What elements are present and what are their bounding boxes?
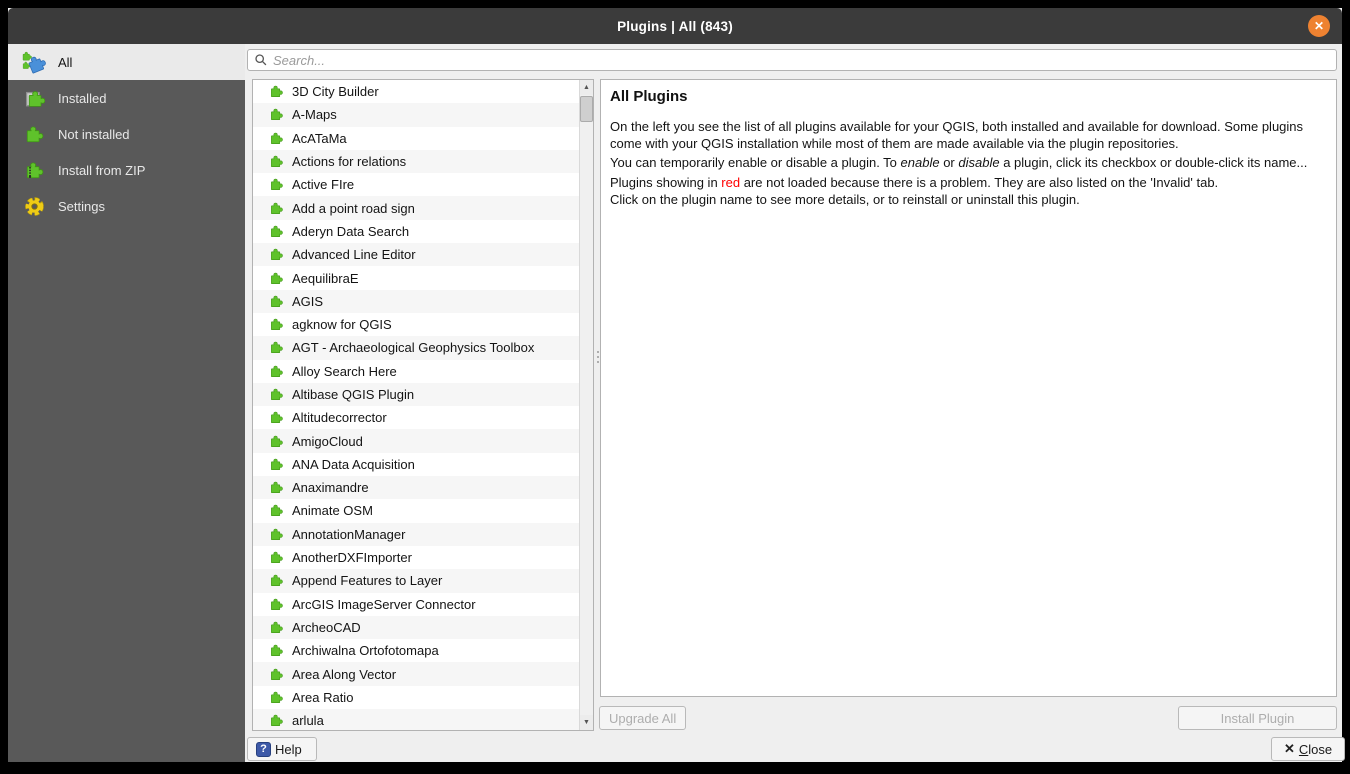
plugin-puzzle-icon — [269, 620, 284, 635]
list-item[interactable] — [253, 523, 579, 546]
plugin-puzzle-icon — [269, 294, 284, 309]
plugin-name: agknow for QGIS — [292, 317, 392, 333]
plugin-puzzle-icon — [269, 480, 284, 495]
plugin-puzzle-icon — [269, 713, 284, 728]
all-plugins-puzzle-icon — [21, 49, 47, 76]
plugin-puzzle-icon — [269, 667, 284, 682]
list-item[interactable] — [253, 313, 579, 336]
list-item[interactable] — [253, 290, 579, 313]
search-input[interactable] — [273, 53, 1330, 68]
plugin-name: AcATaMa — [292, 130, 347, 146]
plugin-puzzle-icon — [269, 107, 284, 122]
plugin-puzzle-icon — [269, 340, 284, 355]
plugin-name: Alloy Search Here — [292, 363, 397, 379]
scroll-up-icon[interactable]: ▲ — [580, 80, 593, 95]
sidebar-item-all[interactable] — [8, 44, 245, 80]
plugin-name: AnotherDXFImporter — [292, 550, 412, 566]
list-item[interactable] — [253, 546, 579, 569]
list-item[interactable] — [253, 639, 579, 662]
plugin-name: Area Ratio — [292, 689, 354, 705]
plugin-puzzle-icon — [269, 597, 284, 612]
scroll-down-icon[interactable]: ▼ — [580, 715, 593, 730]
sidebar-item-not-installed[interactable] — [8, 116, 245, 152]
plugin-puzzle-icon — [269, 527, 284, 542]
sidebar-item-label: Not installed — [58, 126, 130, 142]
plugin-name: Append Features to Layer — [292, 573, 443, 589]
list-item[interactable] — [253, 127, 579, 150]
list-item[interactable] — [253, 383, 579, 406]
list-item[interactable] — [253, 406, 579, 429]
plugin-name: 3D City Builder — [292, 84, 379, 100]
plugin-puzzle-icon — [269, 410, 284, 425]
plugin-puzzle-icon — [269, 131, 284, 146]
list-item[interactable] — [253, 150, 579, 173]
plugin-puzzle-icon — [269, 364, 284, 379]
plugin-name: AnnotationManager — [292, 526, 406, 542]
list-item[interactable] — [253, 709, 579, 731]
list-item[interactable] — [253, 266, 579, 289]
plugin-puzzle-icon — [269, 84, 284, 99]
red-highlight-word: red — [721, 174, 741, 190]
search-icon — [254, 53, 268, 67]
detail-paragraph-1: On the left you see the list of all plugins available for your QGIS, both installed and available for download. Some plugins come with your QGIS installation while most of them are made available via the plugin repositories. — [610, 119, 1304, 152]
plugin-name: ArcheoCAD — [292, 619, 361, 635]
list-item[interactable] — [253, 686, 579, 709]
detail-heading: All Plugins — [610, 88, 688, 105]
plugin-puzzle-icon — [269, 247, 284, 262]
plugin-name: ArcGIS ImageServer Connector — [292, 596, 476, 612]
plugin-list — [253, 80, 579, 730]
help-button[interactable]: ? Help — [247, 737, 317, 761]
list-item[interactable] — [253, 336, 579, 359]
plugin-name: AGIS — [292, 293, 324, 309]
list-item[interactable] — [253, 616, 579, 639]
plugin-puzzle-icon — [269, 690, 284, 705]
list-item[interactable] — [253, 476, 579, 499]
window-close-icon[interactable]: ✕ — [1308, 15, 1330, 37]
plugin-name: Aderyn Data Search — [292, 223, 410, 239]
titlebar — [8, 8, 1342, 44]
list-scrollbar[interactable] — [579, 80, 593, 730]
detail-paragraph-3: Plugins showing in red are not loaded because there is a problem. They are also listed on the 'Invalid' tab. — [610, 174, 1219, 190]
settings-gear-icon — [21, 195, 47, 218]
install-plugin-button[interactable]: Install Plugin — [1178, 706, 1337, 730]
plugins-dialog — [8, 8, 1342, 762]
sidebar-item-label: All — [58, 54, 73, 70]
not-installed-puzzle-icon — [21, 124, 47, 145]
plugin-list-panel — [252, 79, 594, 731]
plugin-puzzle-icon — [269, 550, 284, 565]
sidebar — [8, 44, 245, 762]
detail-paragraph-2: You can temporarily enable or disable a plugin. To enable or disable a plugin, click its checkbox or double-click its name... — [610, 155, 1308, 171]
search-box — [247, 49, 1337, 71]
plugin-name: ANA Data Acquisition — [292, 456, 415, 472]
plugin-name: Active FIre — [292, 177, 355, 193]
plugin-puzzle-icon — [269, 224, 284, 239]
plugin-detail-panel — [600, 79, 1337, 697]
list-item[interactable] — [253, 499, 579, 522]
sidebar-item-install-from-zip[interactable] — [8, 152, 245, 188]
plugin-puzzle-icon — [269, 434, 284, 449]
sidebar-item-label: Installed — [58, 90, 107, 106]
plugin-name: Altitudecorrector — [292, 410, 387, 426]
plugin-name: Altibase QGIS Plugin — [292, 387, 415, 402]
plugin-puzzle-icon — [269, 387, 284, 402]
window-title: Plugins | All (843) — [617, 18, 733, 34]
plugin-name: arlula — [292, 713, 324, 729]
close-x-icon: ✕ — [1284, 741, 1295, 756]
sidebar-item-settings[interactable] — [8, 188, 245, 224]
sidebar-item-label: Install from ZIP — [58, 162, 146, 178]
list-item[interactable] — [253, 220, 579, 243]
list-item[interactable] — [253, 173, 579, 196]
plugin-puzzle-icon — [269, 201, 284, 216]
splitter-dots-icon — [596, 351, 599, 363]
plugin-puzzle-icon — [269, 503, 284, 518]
close-button[interactable]: ✕ Close — [1271, 737, 1345, 761]
install-from-zip-puzzle-icon — [21, 160, 47, 181]
plugin-name: Add a point road sign — [292, 200, 415, 216]
plugin-name: Advanced Line Editor — [292, 247, 416, 263]
plugin-puzzle-icon — [269, 573, 284, 588]
list-item[interactable] — [253, 662, 579, 685]
list-item[interactable] — [253, 196, 579, 219]
list-item[interactable] — [253, 429, 579, 452]
scrollbar-thumb[interactable] — [580, 96, 593, 122]
plugin-puzzle-icon — [269, 317, 284, 332]
plugin-puzzle-icon — [269, 457, 284, 472]
plugin-puzzle-icon — [269, 177, 284, 192]
installed-puzzle-icon — [21, 88, 47, 109]
list-item[interactable] — [253, 453, 579, 476]
plugin-puzzle-icon — [269, 271, 284, 286]
help-question-icon: ? — [256, 742, 271, 757]
list-item[interactable] — [253, 569, 579, 592]
plugin-name: AequilibraE — [292, 270, 359, 286]
plugin-name: Actions for relations — [292, 154, 407, 170]
detail-paragraph-4: Click on the plugin name to see more details, or to reinstall or uninstall this plugin. — [610, 191, 1080, 207]
plugin-name: Anaximandre — [292, 480, 369, 496]
plugin-name: Area Along Vector — [292, 666, 397, 682]
plugin-name: Animate OSM — [292, 503, 373, 519]
list-item[interactable] — [253, 103, 579, 126]
plugin-puzzle-icon — [269, 154, 284, 169]
sidebar-item-label: Settings — [58, 198, 105, 214]
plugin-name: AGT - Archaeological Geophysics Toolbox — [292, 340, 535, 356]
list-item[interactable] — [253, 360, 579, 383]
plugin-puzzle-icon — [269, 643, 284, 658]
plugin-name: Archiwalna Ortofotomapa — [292, 643, 439, 659]
upgrade-all-button[interactable]: Upgrade All — [599, 706, 686, 730]
list-item[interactable] — [253, 243, 579, 266]
sidebar-item-installed[interactable] — [8, 80, 245, 116]
plugin-name: AmigoCloud — [292, 433, 363, 449]
list-item[interactable] — [253, 80, 579, 103]
list-item[interactable] — [253, 593, 579, 616]
plugin-name: A-Maps — [292, 107, 337, 123]
